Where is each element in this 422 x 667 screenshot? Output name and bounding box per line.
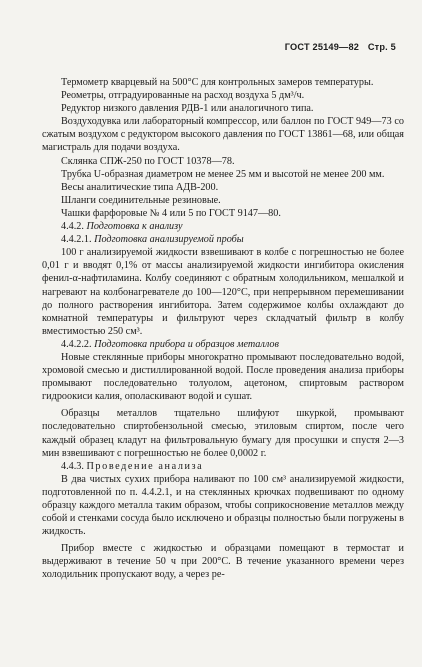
paragraph-balance: Весы аналитические типа АДВ-200.	[61, 181, 219, 193]
page-header	[285, 42, 396, 52]
section-title: Подготовка прибора и образцов металлов	[94, 338, 279, 350]
section-4-4-3-heading	[42, 460, 404, 473]
section-number: 4.4.2.	[61, 221, 84, 233]
paragraph-glassware-wash: Новые стеклянные приборы многократно промывают последовательно водой, хромовой смесью и дистиллированной водой. После проведения анализа приборы промывают последовательно толуолом, ацетоном, спиртовым раствором гидроокиси калия, ополаскивают водой и сушат.	[42, 351, 404, 403]
paragraph-rheometers: Реометры, отградуированные на расход воздуха 5 дм³/ч.	[61, 90, 305, 102]
paragraph-u-tube: Трубка U-образная диаметром не менее 25 мм и высотой не менее 200 мм.	[61, 168, 385, 180]
paragraph-thermostat: Прибор вместе с жидкостью и образцами помещают в термостат и выдерживают в течение 50 ч при 200°С. В течение указанного времени через холодильник пропускают воду, а через ре-	[42, 543, 404, 581]
paragraph-flask: Склянка СПЖ-250 по ГОСТ 10378—78.	[61, 155, 235, 167]
paragraph-dishes: Чашки фарфоровые № 4 или 5 по ГОСТ 9147—80.	[61, 207, 281, 219]
section-number: 4.4.3.	[61, 460, 84, 472]
section-4-4-2-heading	[42, 220, 404, 233]
section-title: Подготовка к анализу	[86, 221, 183, 233]
section-number: 4.4.2.1.	[61, 234, 92, 246]
standard-number: ГОСТ 25149—82	[284, 42, 360, 52]
page-number: Стр. 5	[367, 42, 396, 52]
paragraph-reducer: Редуктор низкого давления РДВ-1 или аналогичного типа.	[61, 103, 314, 115]
document-body	[42, 76, 404, 582]
section-4-4-2-1-heading	[42, 233, 404, 246]
paragraph-blower: Воздуходувка или лабораторный компрессор, или баллон по ГОСТ 949—73 со сжатым воздухом с редуктором высокого давления по ГОСТ 13861—68, или общая магистраль для подачи воздуха.	[42, 116, 404, 154]
paragraph-hoses: Шланги соединительные резиновые.	[61, 194, 221, 206]
paragraph-analysis-procedure: В два чистых сухих прибора наливают по 100 см³ анализируемой жидкости, подготовленной по п. 4.4.2.1, и на стеклянных крючках подвешивают по одному образцу каждого металла таким образом, чтобы соприкосновение металлов между собой и стенками сосуда было исключено и образцы полностью были погружены в жидкость.	[42, 473, 404, 538]
section-number: 4.4.2.2.	[61, 338, 92, 350]
section-title: Проведение анализа	[86, 460, 204, 472]
paragraph-sample-prep: 100 г анализируемой жидкости взвешивают в колбе с погрешностью не более 0,01 г и вводят 0,1% от массы анализируемой жидкости ингибитора окисления фенил-α-нафтиламина. Колбу соединяют с обратным холодильником, мешалкой и нагревают на колбонагревателе до 100—120°С, при непрерывном перемешивании до полного растворения ингибитора. Затем содержимое колбы охлаждают до комнатной температуры и фильтруют через складчатый фильтр в колбу вместимостью 250 см³.	[42, 247, 404, 337]
paragraph-thermometer: Термометр кварцевый на 500°С для контрольных замеров температуры.	[61, 77, 374, 88]
paragraph-metal-samples: Образцы металлов тщательно шлифуют шкуркой, промывают последовательно спиртобензольной смесью, этиловым спиртом, после чего каждый образец кладут на фильтровальную бумагу для просушки и спустя 2—3 мин взвешивают с погрешностью не более 0,0002 г.	[42, 408, 404, 459]
section-4-4-2-2-heading	[42, 338, 404, 351]
section-title: Подготовка анализируемой пробы	[94, 234, 244, 246]
